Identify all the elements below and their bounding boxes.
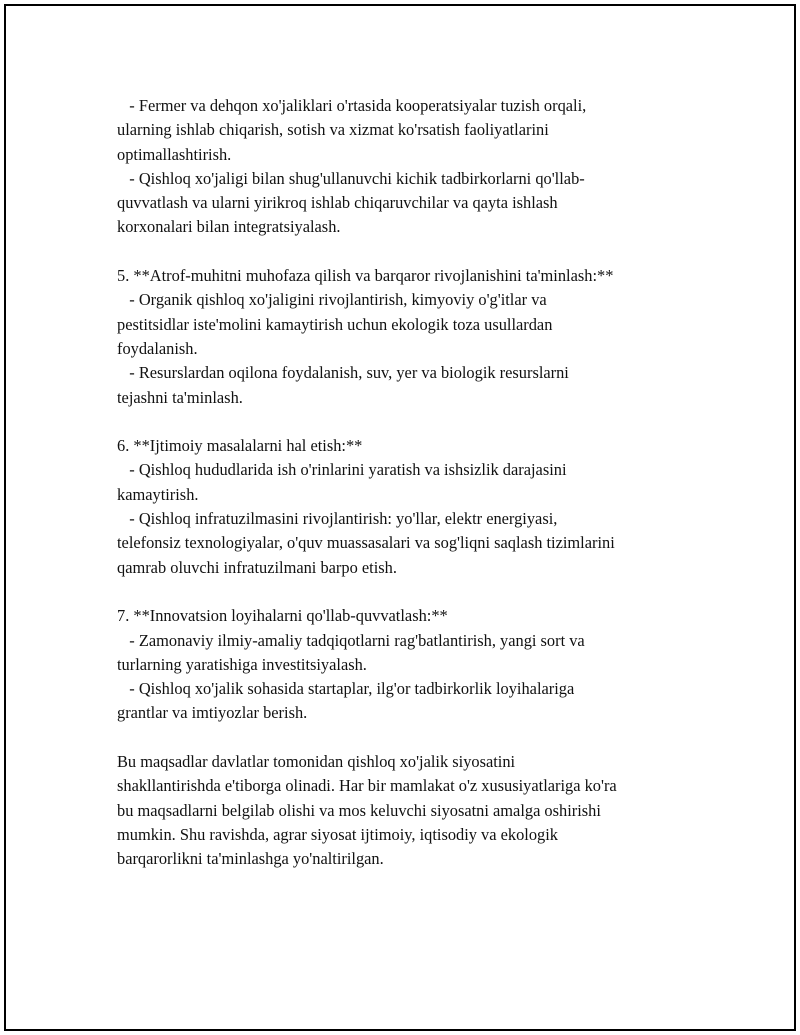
text-line: Bu maqsadlar davlatlar tomonidan qishloq xo'jalik siyosatini — [117, 752, 516, 772]
text-line: optimallashtirish. — [117, 144, 232, 164]
text-line: - Fermer va dehqon xo'jaliklari o'rtasida kooperatsiyalar tuzish orqali, — [117, 96, 587, 115]
text-line: - Qishloq xo'jalik sohasida startaplar, ilg'or tadbirkorlik loyihalariga — [117, 679, 575, 699]
text-line: tejashni ta'minlash. — [117, 387, 243, 407]
text-line: qamrab oluvchi infratuzilmani barpo etish. — [117, 557, 397, 577]
text-line: barqarorlikni ta'minlashga yo'naltirilgan. — [117, 849, 384, 869]
text-line: pestitsidlar iste'molini kamaytirish uchun ekologik toza usullardan — [117, 314, 553, 334]
text-line: telefonsiz texnologiyalar, o'quv muassasalari va sog'liqni saqlash tizimlarini — [117, 533, 615, 553]
section-heading: 6. **Ijtimoiy masalalarni hal etish:** — [117, 436, 363, 456]
document-text — [117, 94, 697, 872]
text-line: foydalanish. — [117, 338, 198, 358]
text-line: korxonalari bilan integratsiyalash. — [117, 217, 341, 237]
text-line: turlarning yaratishiga investitsiyalash. — [117, 654, 367, 674]
section-heading: 7. **Innovatsion loyihalarni qo'llab-quvvatlash:** — [117, 606, 448, 626]
text-line: ularning ishlab chiqarish, sotish va xizmat ko'rsatish faoliyatlarini — [117, 120, 549, 140]
text-line: quvvatlash va ularni yirikroq ishlab chiqaruvchilar va qayta ishlash — [117, 193, 558, 213]
blank-line — [117, 580, 697, 604]
text-line: - Resurslardan oqilona foydalanish, suv, yer va biologik resurslarni — [117, 363, 569, 383]
text-line: - Organik qishloq xo'jaligini rivojlantirish, kimyoviy o'g'itlar va — [117, 290, 547, 310]
section-heading: 5. **Atrof-muhitni muhofaza qilish va barqaror rivojlanishini ta'minlash:** — [117, 266, 614, 286]
text-line: - Zamonaviy ilmiy-amaliy tadqiqotlarni rag'batlantirish, yangi sort va — [117, 630, 585, 650]
text-line: - Qishloq xo'jaligi bilan shug'ullanuvchi kichik tadbirkorlarni qo'llab- — [117, 168, 585, 188]
blank-line — [117, 410, 697, 434]
text-line: bu maqsadlarni belgilab olishi va mos keluvchi siyosatni amalga oshirishi — [117, 800, 601, 820]
text-line: kamaytirish. — [117, 484, 199, 504]
blank-line — [117, 240, 697, 264]
text-line: - Qishloq hududlarida ish o'rinlarini yaratish va ishsizlik darajasini — [117, 460, 567, 480]
text-line: mumkin. Shu ravishda, agrar siyosat ijtimoiy, iqtisodiy va ekologik — [117, 824, 558, 844]
blank-line — [117, 726, 697, 750]
text-line: - Qishloq infratuzilmasini rivojlantirish: yo'llar, elektr energiyasi, — [117, 509, 558, 529]
text-line: grantlar va imtiyozlar berish. — [117, 703, 308, 723]
text-line: shakllantirishda e'tiborga olinadi. Har bir mamlakat o'z xususiyatlariga ko'ra — [117, 776, 617, 796]
